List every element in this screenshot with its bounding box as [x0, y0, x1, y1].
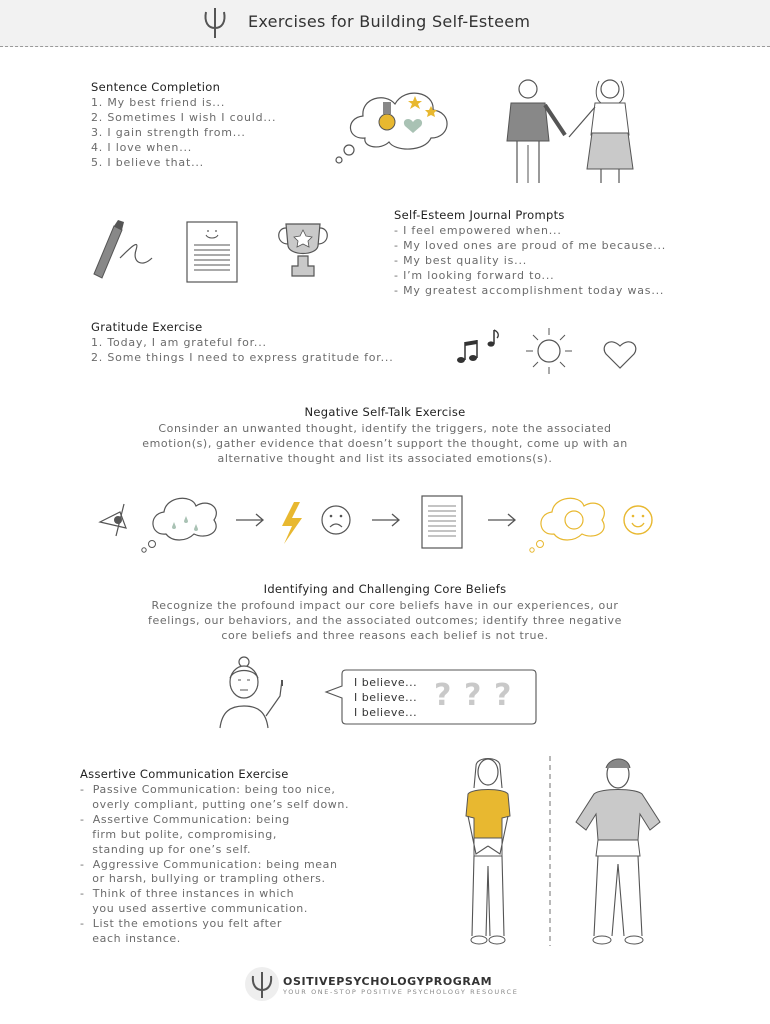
description-line: Consinder an unwanted thought, identify the triggers, note the associated [158, 422, 612, 435]
lightning-icon [282, 502, 302, 544]
assertive-list [80, 783, 349, 947]
sun-cloud-icon [530, 498, 605, 552]
music-notes-icon [455, 328, 505, 368]
gratitude-item: 1. Today, I am grateful for... [91, 336, 267, 349]
sun-icon [524, 326, 574, 376]
footer-psi-logo-icon [244, 966, 280, 1002]
question-mark-icon: ? [464, 678, 482, 713]
sentence-item: 5. I believe that... [91, 156, 204, 169]
journal-item: - I’m looking forward to... [394, 269, 555, 282]
negative-self-talk-description [60, 421, 710, 466]
belief-line: I believe... [354, 706, 418, 719]
sad-face-icon [322, 506, 350, 534]
assertive-line: firm but polite, compromising, [80, 827, 277, 841]
eye-icon [100, 504, 126, 536]
sentence-item: 4. I love when... [91, 141, 193, 154]
gratitude-item: 2. Some things I need to express gratitude for... [91, 351, 394, 364]
footer-brand: OSITIVEPSYCHOLOGYPROGRAM [283, 975, 493, 988]
journal-page-icon [186, 221, 238, 283]
assertive-line: or harsh, bullying or trampling others. [80, 872, 326, 886]
sentence-item: 2. Sometimes I wish I could... [91, 111, 277, 124]
assertive-line: you used assertive communication. [80, 902, 308, 916]
footer-tagline: YOUR ONE-STOP POSITIVE PSYCHOLOGY RESOURCE [283, 988, 519, 996]
assertive-line: - Passive Communication: being too nice, [80, 783, 336, 796]
sentence-completion-title: Sentence Completion [91, 80, 221, 94]
gratitude-title: Gratitude Exercise [91, 320, 203, 334]
description-line: feelings, our behaviors, and the associated outcomes; identify three negative [148, 614, 622, 627]
assertive-line: standing up for one’s self. [80, 842, 252, 856]
question-mark-icon: ? [434, 678, 452, 713]
sentence-item: 1. My best friend is... [91, 96, 226, 109]
thinking-woman-illustration-icon [216, 656, 296, 730]
question-mark-icon: ? [494, 678, 512, 713]
self-talk-flow-icons [96, 492, 666, 556]
notes-page-icon [422, 496, 462, 548]
happy-face-icon [624, 506, 652, 534]
assertive-line: - Aggressive Communication: being mean [80, 857, 338, 871]
journal-item: - I feel empowered when... [394, 224, 562, 237]
couple-illustration-icon [495, 75, 645, 185]
journal-prompts-title: Self-Esteem Journal Prompts [394, 208, 565, 222]
assertive-line: overly compliant, putting one’s self down. [80, 797, 350, 811]
trophy-icon [274, 218, 332, 282]
passive-woman-illustration-icon [456, 756, 520, 950]
belief-line: I believe... [354, 691, 418, 704]
journal-item: - My loved ones are proud of me because... [394, 239, 667, 252]
description-line: Recognize the profound impact our core beliefs have in our experiences, our [151, 599, 619, 612]
description-line: core beliefs and three reasons each belief is not true. [221, 629, 549, 642]
assertive-line: each instance. [80, 932, 181, 946]
rain-cloud-icon [142, 498, 217, 552]
heart-icon [602, 338, 638, 370]
description-line: alternative thought and list its associated emotions(s). [217, 452, 553, 465]
thought-cloud-icon [325, 78, 465, 168]
sentence-item: 3. I gain strength from... [91, 126, 246, 139]
negative-self-talk-title: Negative Self-Talk Exercise [304, 405, 466, 419]
assertive-line: - List the emotions you felt after [80, 917, 282, 931]
arrow-icon [236, 514, 263, 526]
core-beliefs-title: Identifying and Challenging Core Beliefs [263, 582, 507, 596]
journal-item: - My best quality is... [394, 254, 528, 267]
assertive-line: - Think of three instances in which [80, 887, 295, 901]
page-title: Exercises for Building Self-Esteem [248, 12, 531, 31]
divider-dashed [548, 756, 552, 946]
assertive-line: - Assertive Communication: being [80, 812, 290, 826]
belief-line: I believe... [354, 676, 418, 689]
header-bar [0, 0, 770, 47]
aggressive-man-illustration-icon [570, 756, 666, 950]
psi-logo-icon [198, 4, 232, 40]
description-line: emotion(s), gather evidence that doesn’t support the thought, come up with an [142, 437, 628, 450]
assertive-communication-title: Assertive Communication Exercise [80, 767, 289, 781]
journal-item: - My greatest accomplishment today was... [394, 284, 665, 297]
core-beliefs-description [60, 598, 710, 643]
pen-icon [90, 218, 160, 282]
